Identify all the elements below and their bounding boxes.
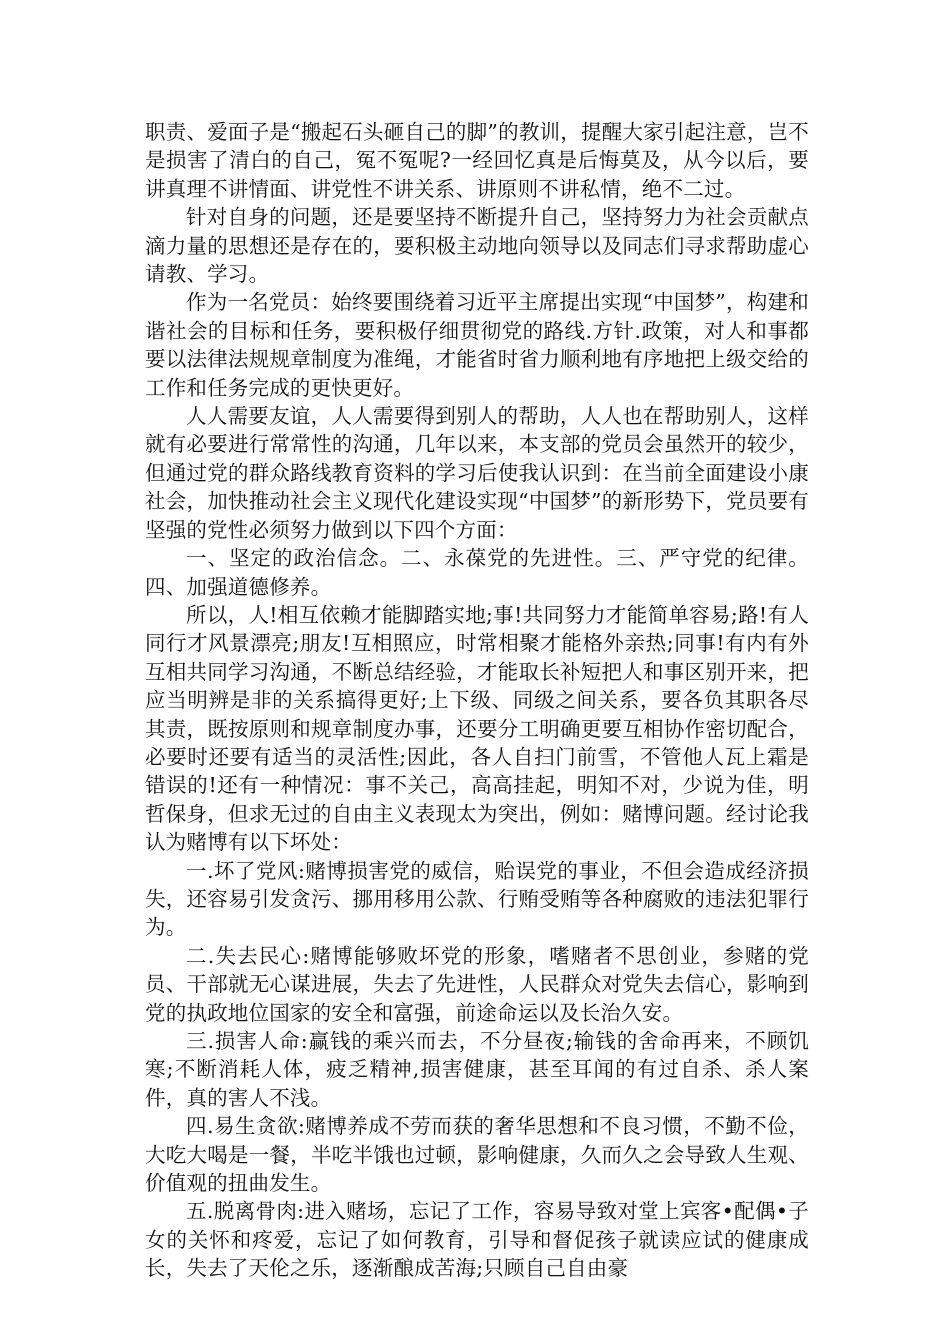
paragraph-four-aspects: 一、坚定的政治信念。二、永葆党的先进性。三、严守党的纪律。四、加强道德修养。 xyxy=(145,546,809,599)
paragraph-harm-family: 五.脱离骨肉:进入赌场，忘记了工作，容易导致对堂上宾客•配偶•子女的关怀和疼爱，忘记了如何教育，引导和督促孩子就读应试的健康成长，失去了天伦之乐，逐渐酿成苦海;只顾自己自由豪 xyxy=(145,1199,809,1281)
paragraph-communication: 人人需要友谊，人人需要得到别人的帮助，人人也在帮助别人，这样就有必要进行常常性的沟通，几年以来，本支部的党员会虽然开的较少，但通过党的群众路线教育资料的学习后使我认识到：在当前全面建设小康社会，加快推动社会主义现代化建设实现“中国梦”的新形势下，党员要有坚强的党性必须努力做到以下四个方面： xyxy=(145,404,809,542)
paragraph-continuation: 职责、爱面子是“搬起石头砸自己的脚”的教训，提醒大家引起注意，岂不是损害了清白的自己，冤不冤呢?一经回忆真是后悔莫及，从今以后，要讲真理不讲情面、讲党性不讲关系、讲原则不讲私情，绝不二过。 xyxy=(145,120,809,201)
document-body xyxy=(145,118,809,1283)
paragraph-harm-life: 三.损害人命:赢钱的乘兴而去，不分昼夜;输钱的舍命再来，不顾饥寒;不断消耗人体，疲乏精神,损害健康，甚至耳闻的有过自杀、杀人案件，真的害人不浅。 xyxy=(145,1029,809,1110)
paragraph-harm-public-trust: 二.失去民心:赌博能够败坏党的形象，嗜赌者不思创业，参赌的党员、干部就无心谋进展，失去了先进性，人民群众对党失去信心，影响到党的执政地位国家的安全和富强，前途命运以及长治久安。 xyxy=(145,943,809,1025)
paragraph-harm-greed: 四.易生贪欲:赌博养成不劳而获的奢华思想和不良习惯，不勤不俭，大吃大喝是一餐，半吃半饿也过顿，影响健康，久而久之会导致人生观、价值观的扭曲发生。 xyxy=(145,1114,809,1196)
paragraph-self-improvement: 针对自身的问题，还是要坚持不断提升自己，坚持努力为社会贡献点滴力量的思想还是存在的，要积极主动地向领导以及同志们寻求帮助虚心请教、学习。 xyxy=(145,205,809,287)
paragraph-mutual-reliance: 所以，人!相互依赖才能脚踏实地;事!共同努力才能简单容易;路!有人同行才风景漂亮;朋友!互相照应，时常相聚才能格外亲热;同事!有内有外互相共同学习沟通，不断总结经验，才能取长补短把人和事区别开来，把应当明辨是非的关系搞得更好;上下级、同级之间关系，要各负其职各尽其责，既按原则和规章制度办事，还要分工明确更要互相协作密切配合，必要时还要有适当的灵活性;因此，各人自扫门前雪，不管他人瓦上霜是错误的!还有一种情况：事不关己，高高挂起，明知不对，少说为佳，明哲保身，但求无过的自由主义表现太为突出，例如：赌博问题。经讨论我认为赌博有以下坏处： xyxy=(145,602,809,855)
paragraph-party-member-duty: 作为一名党员：始终要围绕着习近平主席提出实现“中国梦”，构建和谐社会的目标和任务，要积极仔细贯彻党的路线.方针.政策，对人和事都要以法律法规规章制度为准绳，才能省时省力顺利地有序地把上级交给的工作和任务完成的更快更好。 xyxy=(145,290,809,400)
paragraph-harm-party-style: 一.坏了党风:赌博损害党的威信，贻误党的事业，不但会造成经济损失，还容易引发贪污、挪用移用公款、行贿受贿等各种腐败的违法犯罪行为。 xyxy=(145,858,809,940)
